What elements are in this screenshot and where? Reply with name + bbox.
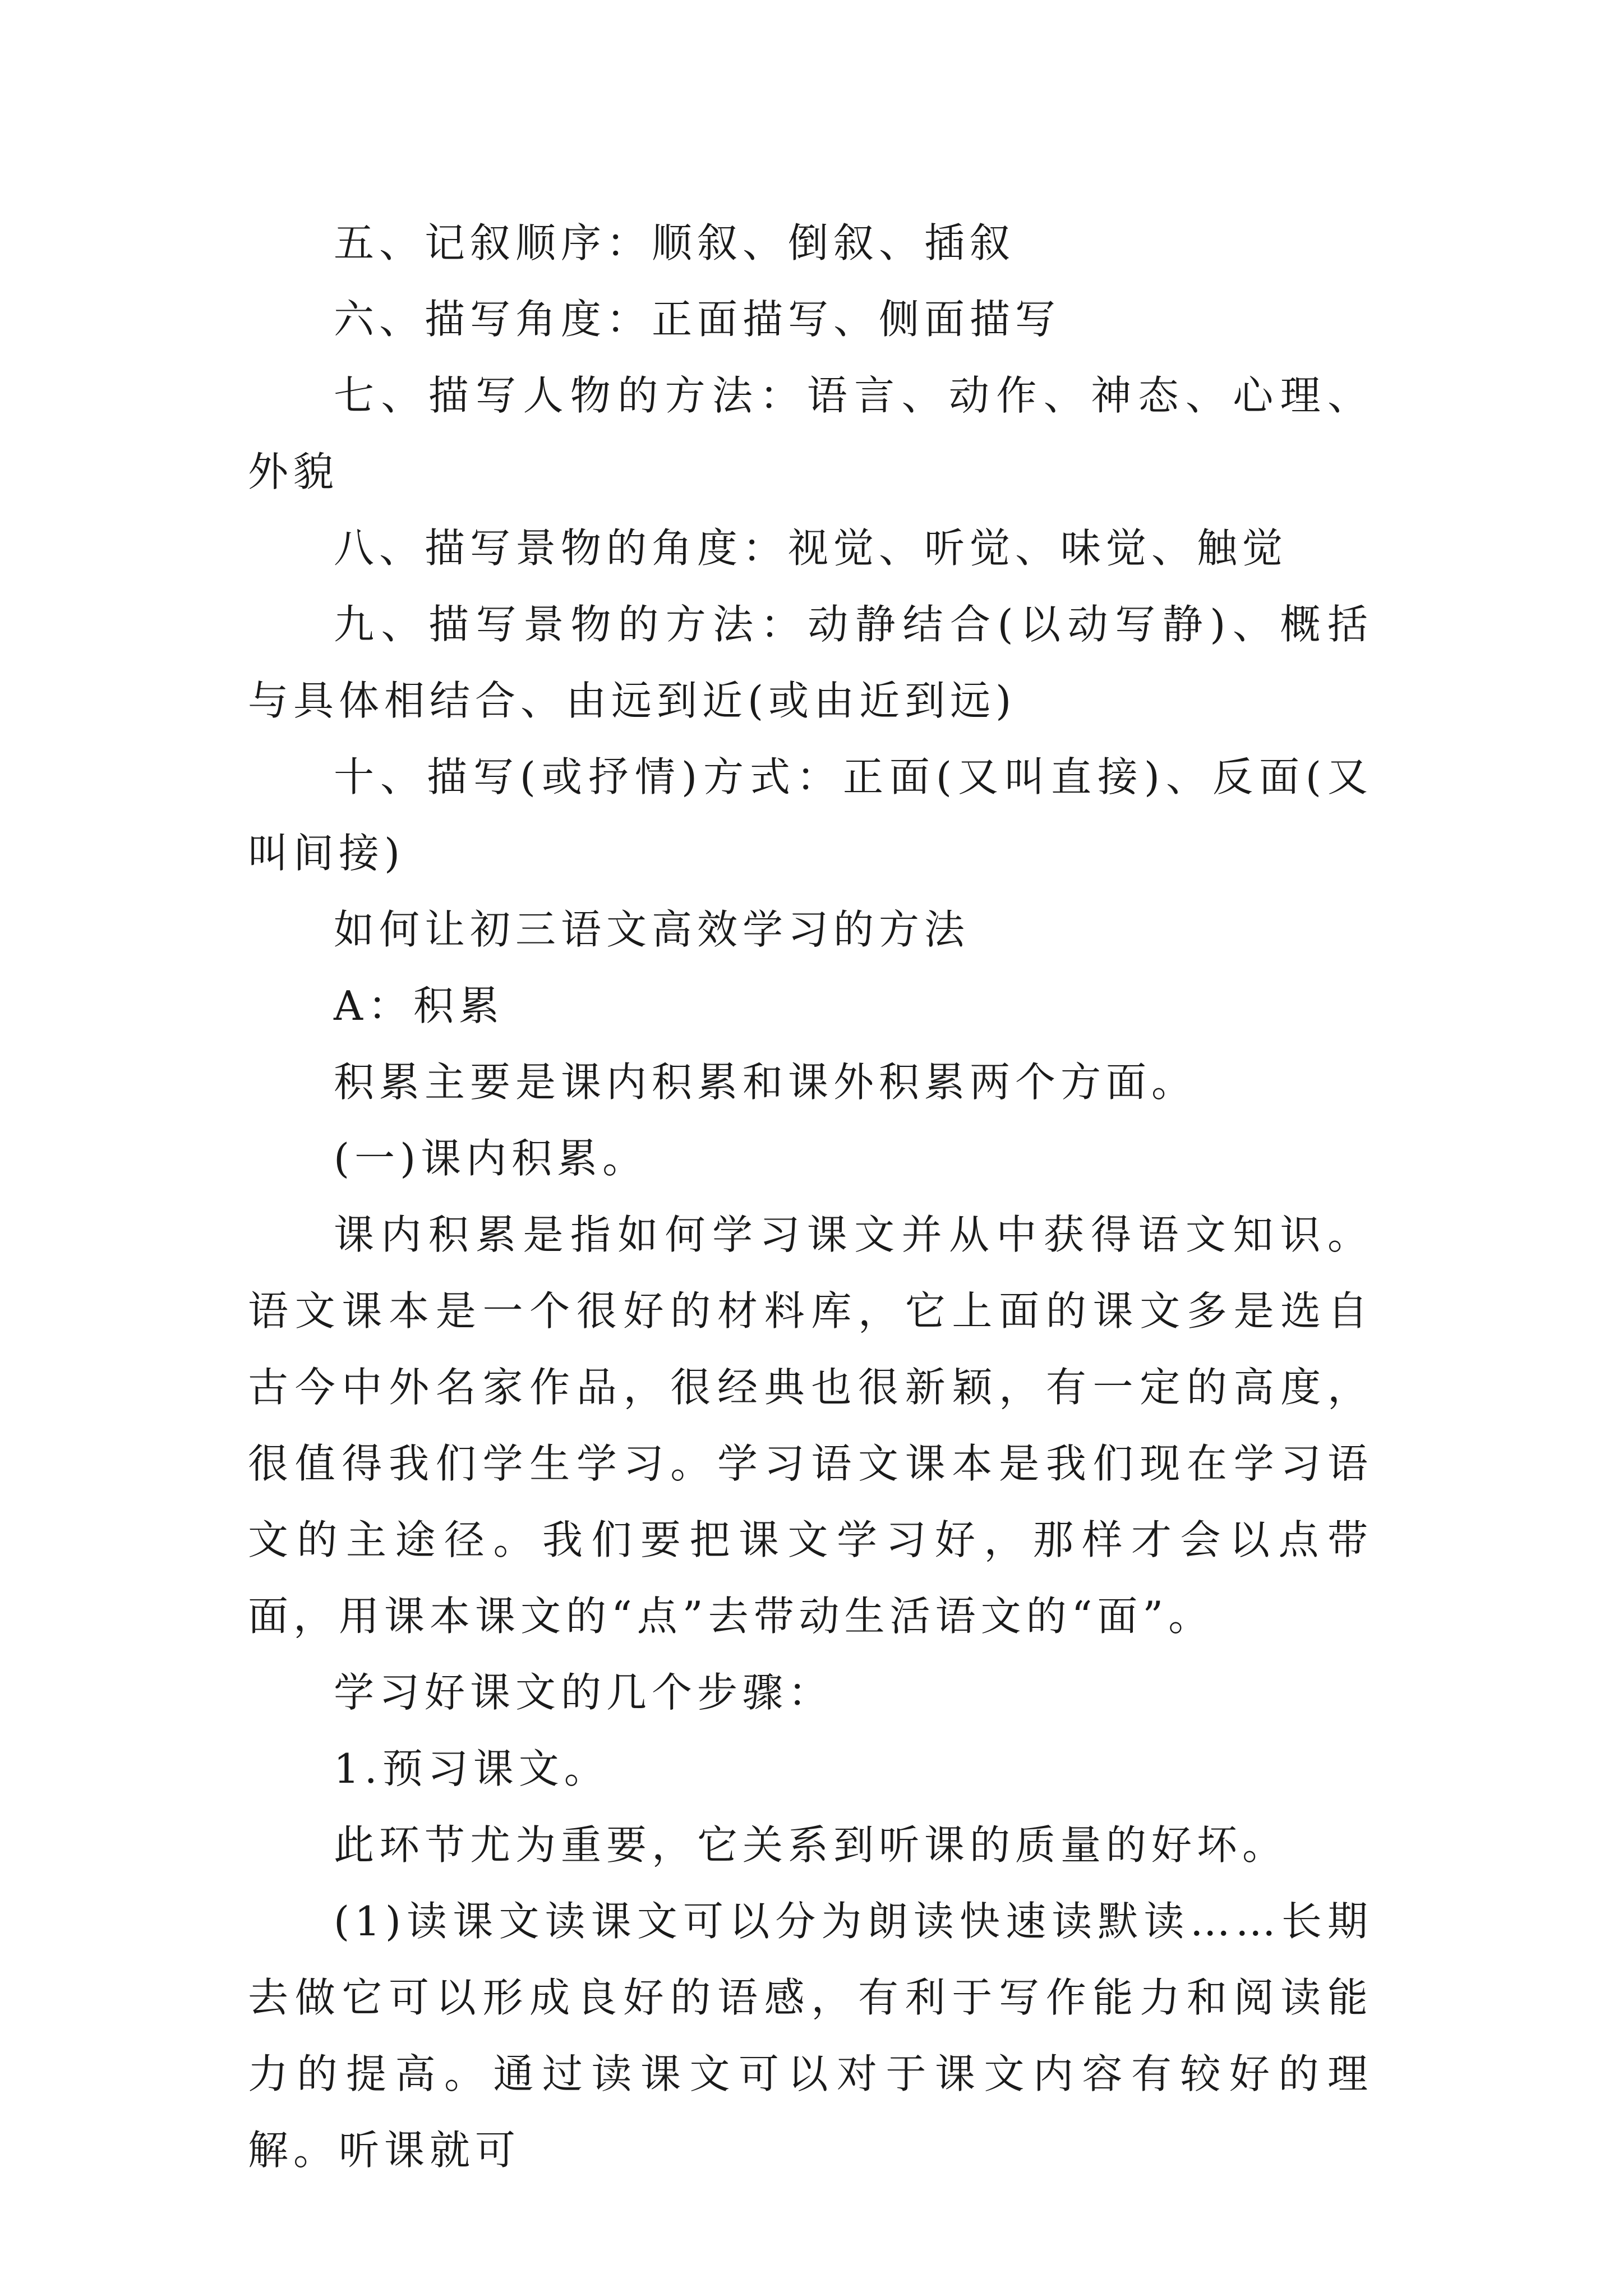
paragraph-narrative-order: 五、记叙顺序：顺叙、倒叙、插叙: [334, 219, 1016, 266]
paragraph-scenery-methods: 九、描写景物的方法：动静结合(以动写静)、概括与具体相结合、由远到近(或由近到远): [248, 601, 1373, 724]
paragraph-character-methods: 七、描写人物的方法：语言、动作、神态、心理、外貌: [248, 372, 1373, 495]
subheading-in-class-accumulation: (一)课内积累。: [334, 1135, 648, 1182]
subheading-study-steps: 学习好课文的几个步骤：: [334, 1669, 834, 1716]
paragraph-accumulation-intro: 积累主要是课内积累和课外积累两个方面。: [334, 1059, 1197, 1106]
list-item-preview: 1.预习课文。: [334, 1745, 610, 1792]
paragraph-scenery-angles: 八、描写景物的角度：视觉、听觉、味觉、触觉: [334, 524, 1288, 572]
paragraph-preview-importance: 此环节尤为重要，它关系到听课的质量的好坏。: [334, 1821, 1288, 1869]
paragraph-description-modes: 十、描写(或抒情)方式：正面(又叫直接)、反面(又叫间接): [248, 753, 1373, 877]
paragraph-description-angle: 六、描写角度：正面描写、侧面描写: [334, 296, 1061, 343]
document-body: [248, 205, 1373, 2188]
subheading-accumulation: A：积累: [334, 982, 504, 1029]
section-heading-study-methods: 如何让初三语文高效学习的方法: [334, 906, 970, 953]
paragraph-reading-text: (1)读课文读课文可以分为朗读快速读默读……长期去做它可以形成良好的语感，有利于写作能力和阅读能力的提高。通过读课文可以对于课文内容有较好的理解。听课就可: [248, 1898, 1373, 2174]
paragraph-in-class-accumulation: 课内积累是指如何学习课文并从中获得语文知识。语文课本是一个很好的材料库，它上面的课文多是选自古今中外名家作品，很经典也很新颖，有一定的高度，很值得我们学生学习。学习语文课本是我们现在学习语文的主途径。我们要把课文学习好，那样才会以点带面，用课本课文的“点”去带动生活语文的“面”。: [248, 1211, 1373, 1640]
